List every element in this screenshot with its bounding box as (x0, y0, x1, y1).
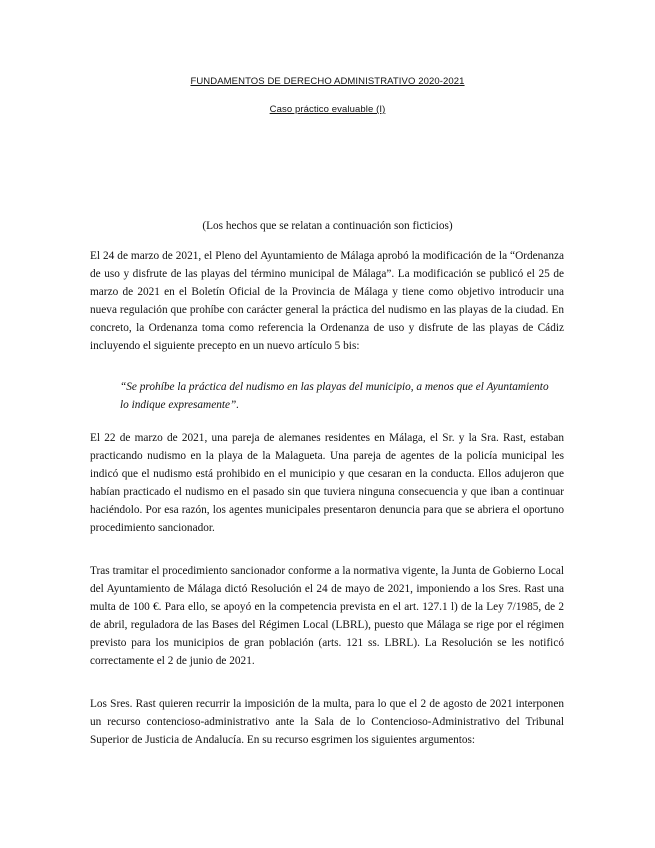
fiction-note: (Los hechos que se relatan a continuación son ficticios) (202, 220, 453, 232)
paragraph-appeal: Los Sres. Rast quieren recurrir la imposición de la multa, para lo que el 2 de agosto de 2021 interponen un recurso contencioso-administrativo ante la Sala de lo Contencioso-Administrativo del Tribunal Superior de Justicia de Andalucía. En su recurso esgrimen los siguientes argumentos: (90, 698, 564, 746)
case-title: Caso práctico evaluable (I) (269, 104, 386, 115)
quoted-article: “Se prohíbe la práctica del nudismo en las playas del municipio, a menos que el Ayuntamiento lo indique expresamente”. (120, 381, 549, 411)
course-title: FUNDAMENTOS DE DERECHO ADMINISTRATIVO 2020-2021 (190, 76, 465, 87)
paragraph-resolution: Tras tramitar el procedimiento sancionador conforme a la normativa vigente, la Junta de Gobierno Local del Ayuntamiento de Málaga dictó Resolución el 24 de mayo de 2021, imponiendo a los Sres. Rast una multa de 100 €. Para ello, se apoyó en la competencia prevista en el art. 127.1 l) de la Ley 7/1985, de 2 de abril, reguladora de las Bases del Régimen Local (LBRL), puesto que Málaga se rige por el régimen previsto para los municipios de gran población (arts. 121 ss. LBRL). La Resolución se les notificó correctamente el 2 de junio de 2021. (90, 565, 564, 667)
paragraph-facts: El 22 de marzo de 2021, una pareja de alemanes residentes en Málaga, el Sr. y la Sra. Rast, estaban practicando nudismo en la playa de la Malagueta. Una pareja de agentes de la policía municipal les indicó que el nudismo está prohibido en el municipio y que cesaran en la conducta. Ellos adujeron que habían practicado el nudismo en el pasado sin que tuviera ninguna consecuencia y que iban a continuar haciéndolo. Por esa razón, los agentes municipales presentaron denuncia para que se abriera el oportuno procedimiento sancionador. (90, 432, 564, 534)
paragraph-ordinance: El 24 de marzo de 2021, el Pleno del Ayuntamiento de Málaga aprobó la modificación de la “Ordenanza de uso y disfrute de las playas del término municipal de Málaga”. La modificación se publicó el 25 de marzo de 2021 en el Boletín Oficial de la Provincia de Málaga y tiene como objetivo introducir una nueva regulación que prohíbe con carácter general la práctica del nudismo en las playas de la ciudad. En concreto, la Ordenanza toma como referencia la Ordenanza de uso y disfrute de las playas de Cádiz incluyendo el siguiente precepto en un nuevo artículo 5 bis: (90, 250, 564, 352)
